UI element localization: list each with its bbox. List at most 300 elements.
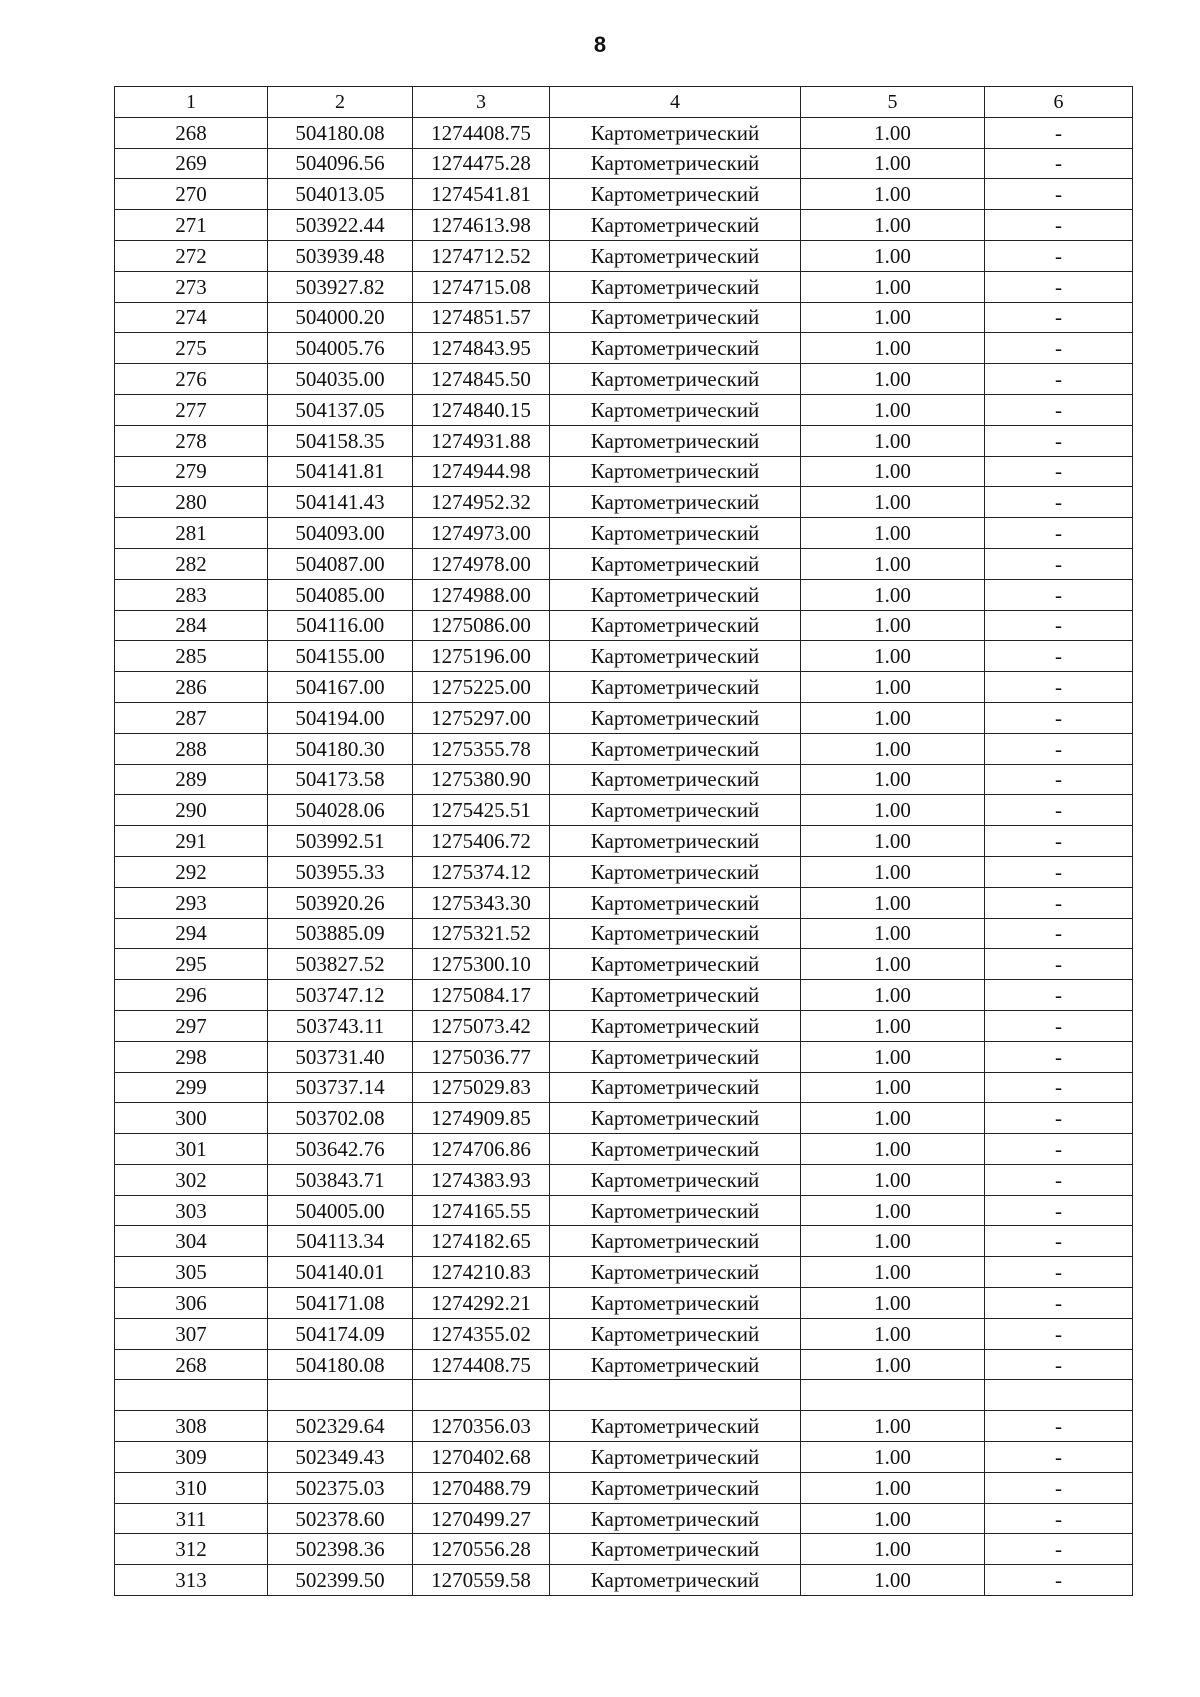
remark-cell: - (985, 980, 1133, 1011)
accuracy-cell: 1.00 (801, 918, 985, 949)
method-cell: Картометрический (550, 548, 801, 579)
remark-cell: - (985, 949, 1133, 980)
table-row (115, 1010, 1133, 1041)
table-row (115, 1565, 1133, 1596)
table-row (115, 1041, 1133, 1072)
method-cell: Картометрический (550, 1534, 801, 1565)
x-coordinate-cell: 503731.40 (268, 1041, 413, 1072)
point-number-cell: 283 (115, 579, 268, 610)
x-coordinate-cell: 504013.05 (268, 179, 413, 210)
method-cell: Картометрический (550, 1442, 801, 1473)
remark-cell: - (985, 826, 1133, 857)
y-coordinate-cell: 1274944.98 (413, 456, 550, 487)
y-coordinate-cell: 1275355.78 (413, 733, 550, 764)
x-coordinate-cell: 502378.60 (268, 1503, 413, 1534)
x-coordinate-cell: 504174.09 (268, 1318, 413, 1349)
point-number-cell: 307 (115, 1318, 268, 1349)
x-coordinate-cell: 503737.14 (268, 1072, 413, 1103)
method-cell: Картометрический (550, 240, 801, 271)
y-coordinate-cell: 1270499.27 (413, 1503, 550, 1534)
remark-cell: - (985, 702, 1133, 733)
method-cell: Картометрический (550, 1411, 801, 1442)
remark-cell: - (985, 487, 1133, 518)
y-coordinate-cell: 1274475.28 (413, 148, 550, 179)
accuracy-cell: 1.00 (801, 795, 985, 826)
method-cell: Картометрический (550, 1010, 801, 1041)
point-number-cell: 302 (115, 1164, 268, 1195)
method-cell: Картометрический (550, 1257, 801, 1288)
accuracy-cell: 1.00 (801, 117, 985, 148)
method-cell: Картометрический (550, 579, 801, 610)
point-number-cell: 293 (115, 887, 268, 918)
table-header (115, 87, 1133, 118)
accuracy-cell: 1.00 (801, 1010, 985, 1041)
accuracy-cell: 1.00 (801, 487, 985, 518)
y-coordinate-cell: 1274355.02 (413, 1318, 550, 1349)
method-cell: Картометрический (550, 764, 801, 795)
remark-cell: - (985, 210, 1133, 241)
y-coordinate-cell: 1274851.57 (413, 302, 550, 333)
x-coordinate-cell: 504028.06 (268, 795, 413, 826)
method-cell: Картометрический (550, 1195, 801, 1226)
point-number-cell: 276 (115, 364, 268, 395)
accuracy-cell: 1.00 (801, 210, 985, 241)
method-cell: Картометрический (550, 210, 801, 241)
x-coordinate-cell: 502329.64 (268, 1411, 413, 1442)
point-number-cell: 288 (115, 733, 268, 764)
remark-cell: - (985, 302, 1133, 333)
y-coordinate-cell: 1275380.90 (413, 764, 550, 795)
y-coordinate-cell: 1275073.42 (413, 1010, 550, 1041)
method-cell: Картометрический (550, 394, 801, 425)
x-coordinate-cell: 503843.71 (268, 1164, 413, 1195)
method-cell: Картометрический (550, 1041, 801, 1072)
page-number: 8 (593, 32, 607, 57)
table-row (115, 456, 1133, 487)
y-coordinate-cell: 1274988.00 (413, 579, 550, 610)
y-coordinate-cell: 1274408.75 (413, 1349, 550, 1380)
column-header: 4 (550, 87, 801, 118)
x-coordinate-cell: 502398.36 (268, 1534, 413, 1565)
table-row (115, 1380, 1133, 1411)
accuracy-cell: 1.00 (801, 364, 985, 395)
point-number-cell: 279 (115, 456, 268, 487)
method-cell: Картометрический (550, 949, 801, 980)
accuracy-cell: 1.00 (801, 641, 985, 672)
point-number-cell: 292 (115, 856, 268, 887)
accuracy-cell: 1.00 (801, 702, 985, 733)
accuracy-cell: 1.00 (801, 1072, 985, 1103)
y-coordinate-cell: 1274706.86 (413, 1134, 550, 1165)
x-coordinate-cell: 503702.08 (268, 1103, 413, 1134)
accuracy-cell: 1.00 (801, 1318, 985, 1349)
remark-cell: - (985, 333, 1133, 364)
accuracy-cell: 1.00 (801, 980, 985, 1011)
table-row (115, 949, 1133, 980)
y-coordinate-cell: 1274408.75 (413, 117, 550, 148)
y-coordinate-cell: 1274952.32 (413, 487, 550, 518)
method-cell: Картометрический (550, 1318, 801, 1349)
method-cell: Картометрический (550, 733, 801, 764)
x-coordinate-cell: 503922.44 (268, 210, 413, 241)
y-coordinate-cell: 1274712.52 (413, 240, 550, 271)
method-cell: Картометрический (550, 179, 801, 210)
remark-cell: - (985, 548, 1133, 579)
remark-cell: - (985, 1010, 1133, 1041)
x-coordinate-cell: 504035.00 (268, 364, 413, 395)
y-coordinate-cell: 1275297.00 (413, 702, 550, 733)
accuracy-cell: 1.00 (801, 148, 985, 179)
remark-cell: - (985, 1041, 1133, 1072)
remark-cell: - (985, 1195, 1133, 1226)
table-row (115, 1349, 1133, 1380)
table-row (115, 425, 1133, 456)
y-coordinate-cell: 1274978.00 (413, 548, 550, 579)
method-cell: Картометрический (550, 1134, 801, 1165)
remark-cell: - (985, 1226, 1133, 1257)
remark-cell: - (985, 1164, 1133, 1195)
method-cell: Картометрический (550, 333, 801, 364)
remark-cell: - (985, 764, 1133, 795)
method-cell: Картометрический (550, 856, 801, 887)
x-coordinate-cell: 503747.12 (268, 980, 413, 1011)
y-coordinate-cell: 1270488.79 (413, 1472, 550, 1503)
accuracy-cell: 1.00 (801, 579, 985, 610)
accuracy-cell: 1.00 (801, 887, 985, 918)
coordinates-table (114, 86, 1133, 1596)
remark-cell: - (985, 1534, 1133, 1565)
table-row (115, 487, 1133, 518)
remark-cell: - (985, 1503, 1133, 1534)
x-coordinate-cell: 504005.76 (268, 333, 413, 364)
table-row (115, 1503, 1133, 1534)
remark-cell: - (985, 918, 1133, 949)
method-cell: Картометрический (550, 1072, 801, 1103)
method-cell (550, 1380, 801, 1411)
accuracy-cell: 1.00 (801, 1349, 985, 1380)
remark-cell: - (985, 518, 1133, 549)
point-number-cell: 306 (115, 1288, 268, 1319)
column-header: 3 (413, 87, 550, 118)
accuracy-cell: 1.00 (801, 1472, 985, 1503)
point-number-cell: 308 (115, 1411, 268, 1442)
method-cell: Картометрический (550, 1472, 801, 1503)
table-row (115, 1472, 1133, 1503)
table-row (115, 1134, 1133, 1165)
accuracy-cell: 1.00 (801, 610, 985, 641)
table-row (115, 1411, 1133, 1442)
method-cell: Картометрический (550, 672, 801, 703)
remark-cell: - (985, 148, 1133, 179)
table-row (115, 826, 1133, 857)
accuracy-cell: 1.00 (801, 1534, 985, 1565)
table-row (115, 1257, 1133, 1288)
point-number-cell: 287 (115, 702, 268, 733)
method-cell: Картометрический (550, 918, 801, 949)
y-coordinate-cell: 1274840.15 (413, 394, 550, 425)
x-coordinate-cell: 503927.82 (268, 271, 413, 302)
accuracy-cell: 1.00 (801, 179, 985, 210)
point-number-cell: 274 (115, 302, 268, 333)
point-number-cell: 297 (115, 1010, 268, 1041)
x-coordinate-cell: 503885.09 (268, 918, 413, 949)
point-number-cell: 298 (115, 1041, 268, 1072)
point-number-cell: 291 (115, 826, 268, 857)
point-number-cell: 271 (115, 210, 268, 241)
table-row (115, 579, 1133, 610)
y-coordinate-cell: 1270402.68 (413, 1442, 550, 1473)
y-coordinate-cell: 1274210.83 (413, 1257, 550, 1288)
accuracy-cell (801, 1380, 985, 1411)
remark-cell: - (985, 856, 1133, 887)
table-row (115, 148, 1133, 179)
x-coordinate-cell: 503642.76 (268, 1134, 413, 1165)
y-coordinate-cell: 1275225.00 (413, 672, 550, 703)
x-coordinate-cell: 504180.08 (268, 117, 413, 148)
point-number-cell: 268 (115, 117, 268, 148)
point-number-cell: 301 (115, 1134, 268, 1165)
accuracy-cell: 1.00 (801, 733, 985, 764)
remark-cell: - (985, 672, 1133, 703)
method-cell: Картометрический (550, 795, 801, 826)
y-coordinate-cell: 1275425.51 (413, 795, 550, 826)
remark-cell: - (985, 394, 1133, 425)
table-row (115, 333, 1133, 364)
method-cell: Картометрический (550, 364, 801, 395)
remark-cell: - (985, 1565, 1133, 1596)
y-coordinate-cell: 1270356.03 (413, 1411, 550, 1442)
x-coordinate-cell: 504194.00 (268, 702, 413, 733)
point-number-cell: 282 (115, 548, 268, 579)
y-coordinate-cell: 1274843.95 (413, 333, 550, 364)
method-cell: Картометрический (550, 1288, 801, 1319)
table-row (115, 641, 1133, 672)
y-coordinate-cell: 1274715.08 (413, 271, 550, 302)
method-cell: Картометрический (550, 826, 801, 857)
method-cell: Картометрический (550, 1349, 801, 1380)
point-number-cell: 286 (115, 672, 268, 703)
point-number-cell: 273 (115, 271, 268, 302)
accuracy-cell: 1.00 (801, 1195, 985, 1226)
table-row (115, 364, 1133, 395)
x-coordinate-cell: 504137.05 (268, 394, 413, 425)
accuracy-cell: 1.00 (801, 1226, 985, 1257)
x-coordinate-cell: 502349.43 (268, 1442, 413, 1473)
accuracy-cell: 1.00 (801, 302, 985, 333)
accuracy-cell: 1.00 (801, 826, 985, 857)
point-number-cell: 289 (115, 764, 268, 795)
x-coordinate-cell: 504158.35 (268, 425, 413, 456)
y-coordinate-cell: 1274541.81 (413, 179, 550, 210)
y-coordinate-cell: 1275321.52 (413, 918, 550, 949)
y-coordinate-cell: 1274182.65 (413, 1226, 550, 1257)
table-row (115, 764, 1133, 795)
accuracy-cell: 1.00 (801, 1103, 985, 1134)
x-coordinate-cell: 502399.50 (268, 1565, 413, 1596)
method-cell: Картометрический (550, 148, 801, 179)
y-coordinate-cell: 1274931.88 (413, 425, 550, 456)
point-number-cell: 313 (115, 1565, 268, 1596)
method-cell: Картометрический (550, 302, 801, 333)
remark-cell: - (985, 117, 1133, 148)
accuracy-cell: 1.00 (801, 548, 985, 579)
method-cell: Картометрический (550, 980, 801, 1011)
point-number-cell: 296 (115, 980, 268, 1011)
x-coordinate-cell: 503743.11 (268, 1010, 413, 1041)
accuracy-cell: 1.00 (801, 856, 985, 887)
y-coordinate-cell: 1275300.10 (413, 949, 550, 980)
y-coordinate-cell: 1275196.00 (413, 641, 550, 672)
x-coordinate-cell: 504180.08 (268, 1349, 413, 1380)
point-number-cell: 268 (115, 1349, 268, 1380)
method-cell: Картометрический (550, 641, 801, 672)
x-coordinate-cell: 504167.00 (268, 672, 413, 703)
accuracy-cell: 1.00 (801, 240, 985, 271)
x-coordinate-cell: 503955.33 (268, 856, 413, 887)
point-number-cell: 269 (115, 148, 268, 179)
y-coordinate-cell: 1274165.55 (413, 1195, 550, 1226)
x-coordinate-cell: 504171.08 (268, 1288, 413, 1319)
column-header: 1 (115, 87, 268, 118)
table-body (115, 117, 1133, 1595)
table-row (115, 1072, 1133, 1103)
remark-cell: - (985, 1103, 1133, 1134)
y-coordinate-cell: 1274292.21 (413, 1288, 550, 1319)
table-row (115, 918, 1133, 949)
remark-cell: - (985, 1472, 1133, 1503)
y-coordinate-cell: 1274613.98 (413, 210, 550, 241)
method-cell: Картометрический (550, 887, 801, 918)
method-cell: Картометрический (550, 117, 801, 148)
remark-cell: - (985, 610, 1133, 641)
point-number-cell: 281 (115, 518, 268, 549)
table-row (115, 179, 1133, 210)
remark-cell: - (985, 733, 1133, 764)
x-coordinate-cell (268, 1380, 413, 1411)
remark-cell: - (985, 1318, 1133, 1349)
remark-cell: - (985, 579, 1133, 610)
y-coordinate-cell: 1270559.58 (413, 1565, 550, 1596)
y-coordinate-cell: 1274973.00 (413, 518, 550, 549)
y-coordinate-cell: 1275343.30 (413, 887, 550, 918)
y-coordinate-cell: 1275036.77 (413, 1041, 550, 1072)
x-coordinate-cell: 504093.00 (268, 518, 413, 549)
x-coordinate-cell: 504116.00 (268, 610, 413, 641)
column-header: 5 (801, 87, 985, 118)
table-row (115, 980, 1133, 1011)
x-coordinate-cell: 503939.48 (268, 240, 413, 271)
x-coordinate-cell: 504005.00 (268, 1195, 413, 1226)
x-coordinate-cell: 504113.34 (268, 1226, 413, 1257)
method-cell: Картометрический (550, 518, 801, 549)
table-row (115, 1226, 1133, 1257)
accuracy-cell: 1.00 (801, 456, 985, 487)
point-number-cell: 270 (115, 179, 268, 210)
remark-cell: - (985, 456, 1133, 487)
accuracy-cell: 1.00 (801, 271, 985, 302)
point-number-cell: 278 (115, 425, 268, 456)
accuracy-cell: 1.00 (801, 1411, 985, 1442)
method-cell: Картометрический (550, 1226, 801, 1257)
point-number-cell: 303 (115, 1195, 268, 1226)
accuracy-cell: 1.00 (801, 1565, 985, 1596)
header-row (115, 87, 1133, 118)
accuracy-cell: 1.00 (801, 518, 985, 549)
x-coordinate-cell: 504180.30 (268, 733, 413, 764)
x-coordinate-cell: 504085.00 (268, 579, 413, 610)
accuracy-cell: 1.00 (801, 1442, 985, 1473)
table-row (115, 610, 1133, 641)
y-coordinate-cell: 1270556.28 (413, 1534, 550, 1565)
point-number-cell: 272 (115, 240, 268, 271)
point-number-cell: 312 (115, 1534, 268, 1565)
remark-cell: - (985, 240, 1133, 271)
method-cell: Картометрический (550, 610, 801, 641)
y-coordinate-cell: 1274383.93 (413, 1164, 550, 1195)
table-row (115, 856, 1133, 887)
x-coordinate-cell: 504141.43 (268, 487, 413, 518)
x-coordinate-cell: 502375.03 (268, 1472, 413, 1503)
method-cell: Картометрический (550, 702, 801, 733)
remark-cell: - (985, 1349, 1133, 1380)
y-coordinate-cell: 1275086.00 (413, 610, 550, 641)
accuracy-cell: 1.00 (801, 1041, 985, 1072)
method-cell: Картометрический (550, 1565, 801, 1596)
table-row (115, 672, 1133, 703)
table-row (115, 1195, 1133, 1226)
point-number-cell (115, 1380, 268, 1411)
y-coordinate-cell: 1274909.85 (413, 1103, 550, 1134)
point-number-cell: 300 (115, 1103, 268, 1134)
y-coordinate-cell: 1275029.83 (413, 1072, 550, 1103)
column-header: 2 (268, 87, 413, 118)
accuracy-cell: 1.00 (801, 1164, 985, 1195)
remark-cell: - (985, 795, 1133, 826)
table-row (115, 548, 1133, 579)
table-row (115, 702, 1133, 733)
x-coordinate-cell: 504087.00 (268, 548, 413, 579)
method-cell: Картометрический (550, 1103, 801, 1134)
remark-cell: - (985, 1442, 1133, 1473)
point-number-cell: 280 (115, 487, 268, 518)
point-number-cell: 277 (115, 394, 268, 425)
y-coordinate-cell: 1274845.50 (413, 364, 550, 395)
y-coordinate-cell: 1275374.12 (413, 856, 550, 887)
table-row (115, 1534, 1133, 1565)
point-number-cell: 299 (115, 1072, 268, 1103)
accuracy-cell: 1.00 (801, 949, 985, 980)
column-header: 6 (985, 87, 1133, 118)
accuracy-cell: 1.00 (801, 1257, 985, 1288)
table-row (115, 733, 1133, 764)
remark-cell: - (985, 1072, 1133, 1103)
remark-cell: - (985, 1134, 1133, 1165)
table-row (115, 1442, 1133, 1473)
x-coordinate-cell: 504096.56 (268, 148, 413, 179)
point-number-cell: 284 (115, 610, 268, 641)
point-number-cell: 309 (115, 1442, 268, 1473)
point-number-cell: 305 (115, 1257, 268, 1288)
remark-cell: - (985, 1288, 1133, 1319)
table-row (115, 240, 1133, 271)
point-number-cell: 275 (115, 333, 268, 364)
method-cell: Картометрический (550, 425, 801, 456)
x-coordinate-cell: 504155.00 (268, 641, 413, 672)
remark-cell: - (985, 271, 1133, 302)
remark-cell: - (985, 1411, 1133, 1442)
table-row (115, 117, 1133, 148)
point-number-cell: 295 (115, 949, 268, 980)
